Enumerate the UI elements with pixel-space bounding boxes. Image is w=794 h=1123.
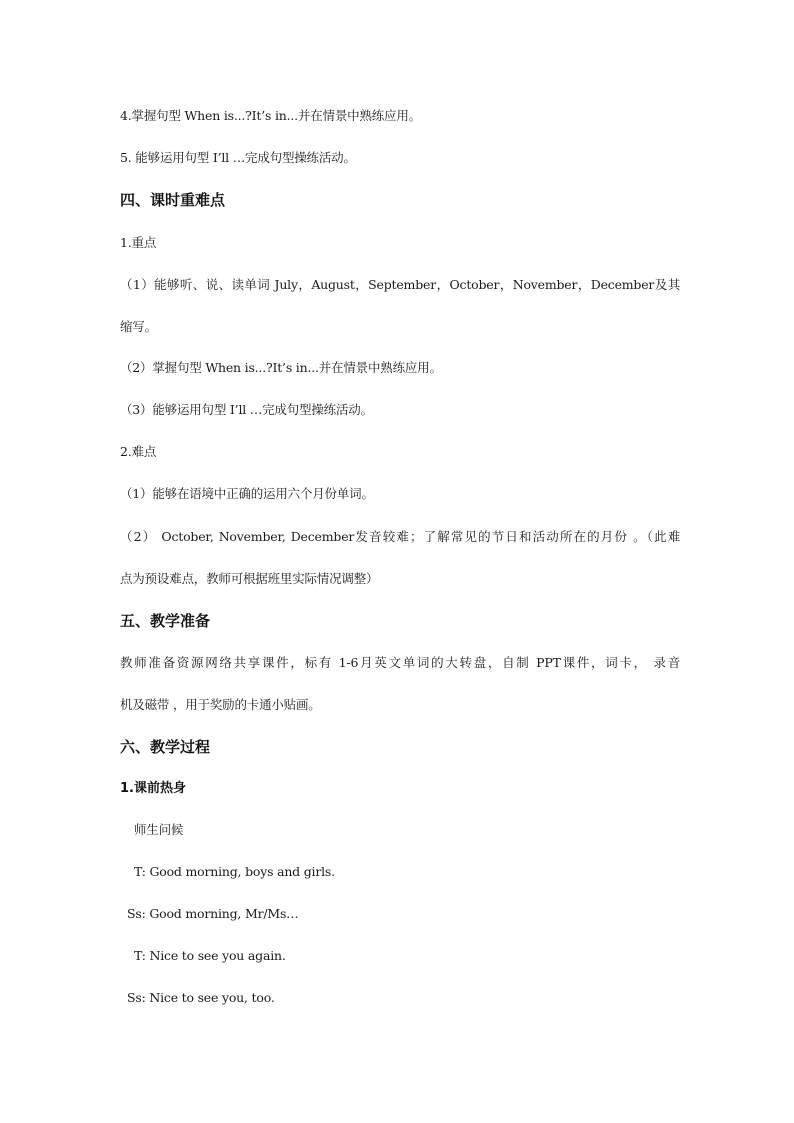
key-point-3: （3）能够运用句型 I’ll …完成句型操练活动。 <box>120 402 373 417</box>
preparation-line-2: 机及磁带 ，用于奖励的卡通小贴画。 <box>120 697 321 712</box>
difficult-point-2-line-1: （2） October, November, December发音较难；了解常见的节日和活动所在的月份 。（此难 <box>120 529 680 544</box>
section-4-heading: 四、课时重难点 <box>120 191 226 209</box>
step-1-heading: 1.课前热身 <box>120 781 186 796</box>
dialogue-line: T: Nice to see you again. <box>134 948 286 963</box>
section-5-heading: 五、教学准备 <box>120 612 211 630</box>
objective-item-5: 5. 能够运用句型 I’ll …完成句型操练活动。 <box>120 150 356 165</box>
preparation-line-1: 教师准备资源网络共享课件，标有 1-6月英文单词的大转盘，自制 PPT课件，词卡， 录音 <box>120 655 680 670</box>
key-points-label: 1.重点 <box>120 235 157 250</box>
difficult-point-1: （1）能够在语境中正确的运用六个月份单词。 <box>120 486 374 501</box>
dialogue-line: Ss: Nice to see you, too. <box>127 990 275 1005</box>
objective-item-4: 4.掌握句型 When is...?It’s in...并在情景中熟练应用。 <box>120 108 421 123</box>
dialogue-line: T: Good morning, boys and girls. <box>134 864 335 879</box>
difficult-points-label: 2.难点 <box>120 444 157 459</box>
greeting-label: 师生问候 <box>134 822 184 837</box>
difficult-point-2-line-2: 点为预设难点，教师可根据班里实际情况调整） <box>120 571 379 586</box>
dialogue-line: Ss: Good morning, Mr/Ms… <box>127 906 299 921</box>
key-point-1-line-1: （1）能够听、说、读单词 July，August，September，October，November，December及其 <box>120 277 680 292</box>
section-6-heading: 六、教学过程 <box>120 738 211 756</box>
key-point-2: （2）掌握句型 When is...?It’s in...并在情景中熟练应用。 <box>120 360 442 375</box>
key-point-1-line-2: 缩写。 <box>120 319 157 334</box>
